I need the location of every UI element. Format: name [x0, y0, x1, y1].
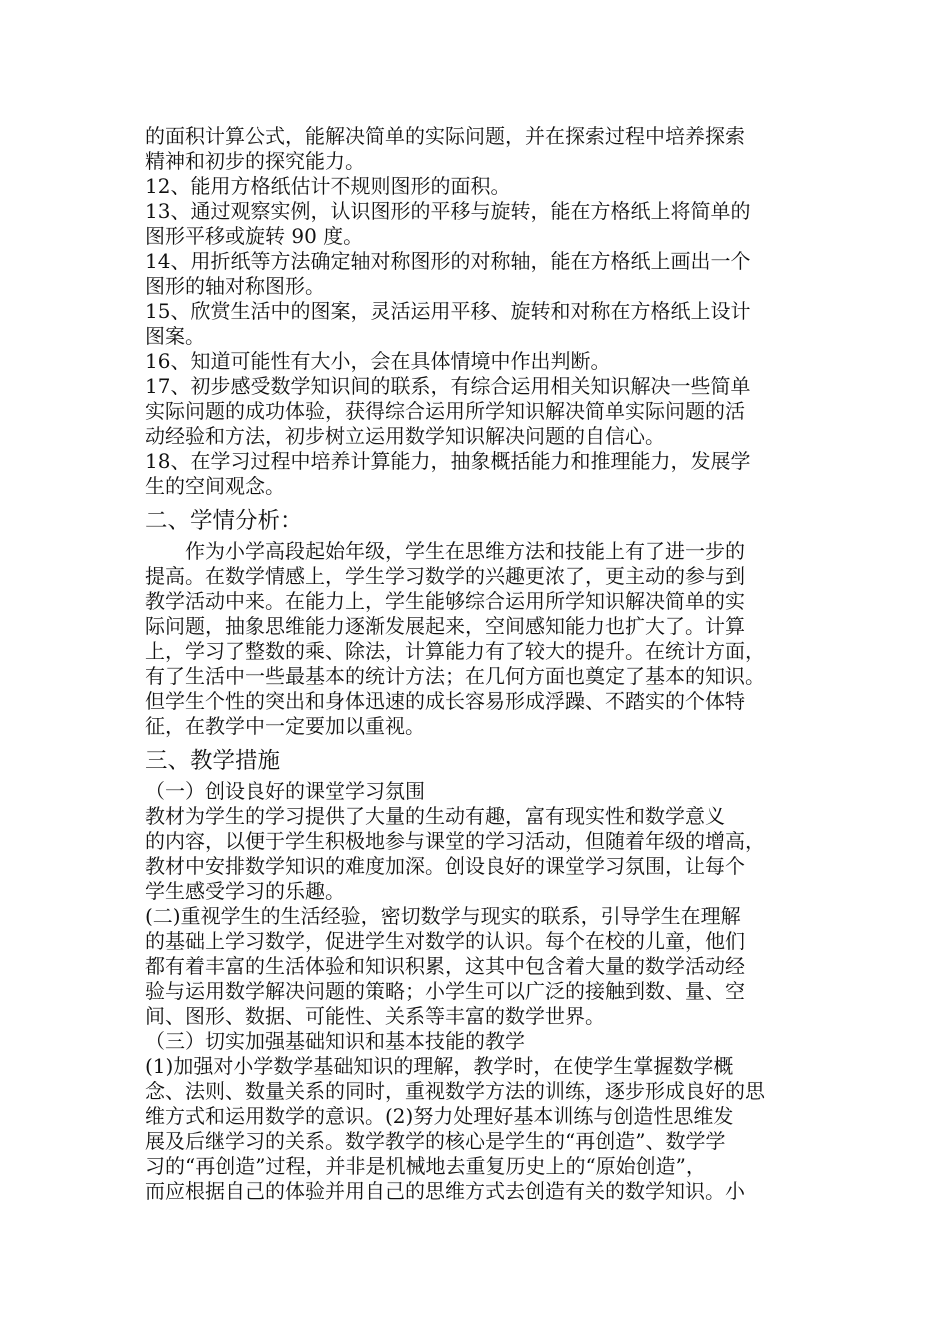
text-line: 实际问题的成功体验，获得综合运用所学知识解决简单实际问题的活 [145, 399, 745, 423]
text-line: 间、图形、数据、可能性、关系等丰富的数学世界。 [145, 1004, 605, 1028]
list-item [145, 374, 813, 449]
section-teaching-measures [145, 747, 813, 1204]
list-item [145, 349, 813, 374]
section-student-analysis [145, 507, 813, 739]
text-line: 14、用折纸等方法确定轴对称图形的对称轴，能在方格纸上画出一个 [145, 249, 751, 273]
list-item [145, 299, 813, 349]
list-item [145, 199, 813, 249]
text-line: 都有着丰富的生活体验和知识积累，这其中包含着大量的数学活动经 [145, 954, 745, 978]
text-line: 习的“再创造”过程，并非是机械地去重复历史上的“原始创造”， [145, 1154, 706, 1178]
section-heading: 二、学情分析： [145, 508, 303, 534]
text-line: 际问题，抽象思维能力逐渐发展起来，空间感知能力也扩大了。计算 [145, 614, 745, 638]
text-line: 的面积计算公式，能解决简单的实际问题，并在探索过程中培养探索 [145, 124, 745, 148]
text-line: 作为小学高段起始年级，学生在思维方法和技能上有了进一步的 [145, 539, 745, 563]
text-line: 但学生个性的突出和身体迅速的成长容易形成浮躁、不踏实的个体特 [145, 689, 745, 713]
text-line: 学生感受学习的乐趣。 [145, 879, 345, 903]
text-line: 13、通过观察实例，认识图形的平移与旋转，能在方格纸上将简单的 [145, 199, 751, 223]
text-line: 而应根据自己的体验并用自己的思维方式去创造有关的数学知识。小 [145, 1179, 745, 1203]
text-line: 提高。在数学情感上，学生学习数学的兴趣更浓了，更主动的参与到 [145, 564, 745, 588]
text-line: 上，学习了整数的乘、除法，计算能力有了较大的提升。在统计方面， [145, 639, 765, 663]
list-item [145, 174, 813, 199]
text-line: 念、法则、数量关系的同时，重视数学方法的训练，逐步形成良好的思 [145, 1079, 765, 1103]
list-item [145, 449, 813, 499]
text-line: 教材为学生的学习提供了大量的生动有趣，富有现实性和数学意义 [145, 804, 725, 828]
text-line: 动经验和方法，初步树立运用数学知识解决问题的自信心。 [145, 424, 665, 448]
text-line: 维方式和运用数学的意识。(2)努力处理好基本训练与创造性思维发 [145, 1104, 734, 1128]
text-line: (二)重视学生的生活经验，密切数学与现实的联系，引导学生在理解 [145, 904, 741, 928]
text-line: 12、能用方格纸估计不规则图形的面积。 [145, 174, 511, 198]
text-line: (1)加强对小学数学基础知识的理解，教学时，在使学生掌握数学概 [145, 1054, 734, 1078]
text-line: 图案。 [145, 324, 205, 348]
text-line: 生的空间观念。 [145, 474, 285, 498]
document-page [145, 124, 813, 1204]
text-line: 图形平移或旋转 90 度。 [145, 224, 364, 248]
list-item [145, 124, 813, 174]
objectives-list [145, 124, 813, 499]
list-item [145, 249, 813, 299]
text-line: 征，在教学中一定要加以重视。 [145, 714, 425, 738]
text-line: 展及后继学习的关系。数学教学的核心是学生的“再创造”、数学学 [145, 1129, 726, 1153]
text-line: 的内容，以便于学生积极地参与课堂的学习活动，但随着年级的增高， [145, 829, 765, 853]
text-line: 教学活动中来。在能力上，学生能够综合运用所学知识解决简单的实 [145, 589, 745, 613]
text-line: 15、欣赏生活中的图案，灵活运用平移、旋转和对称在方格纸上设计 [145, 299, 751, 323]
text-line: （三）切实加强基础知识和基本技能的教学 [145, 1029, 525, 1053]
text-line: 17、初步感受数学知识间的联系，有综合运用相关知识解决一些简单 [145, 374, 751, 398]
text-line: 有了生活中一些最基本的统计方法；在几何方面也奠定了基本的知识。 [145, 664, 765, 688]
text-line: 教材中安排数学知识的难度加深。创设良好的课堂学习氛围，让每个 [145, 854, 745, 878]
text-line: 16、知道可能性有大小，会在具体情境中作出判断。 [145, 349, 611, 373]
text-line: 精神和初步的探究能力。 [145, 149, 365, 173]
text-line: 图形的轴对称图形。 [145, 274, 325, 298]
text-line: 验与运用数学解决问题的策略；小学生可以广泛的接触到数、量、空 [145, 979, 745, 1003]
text-line: 18、在学习过程中培养计算能力，抽象概括能力和推理能力，发展学 [145, 449, 751, 473]
text-line: （一）创设良好的课堂学习氛围 [145, 779, 425, 803]
section-heading: 三、教学措施 [145, 748, 281, 774]
text-line: 的基础上学习数学，促进学生对数学的认识。每个在校的儿童，他们 [145, 929, 745, 953]
